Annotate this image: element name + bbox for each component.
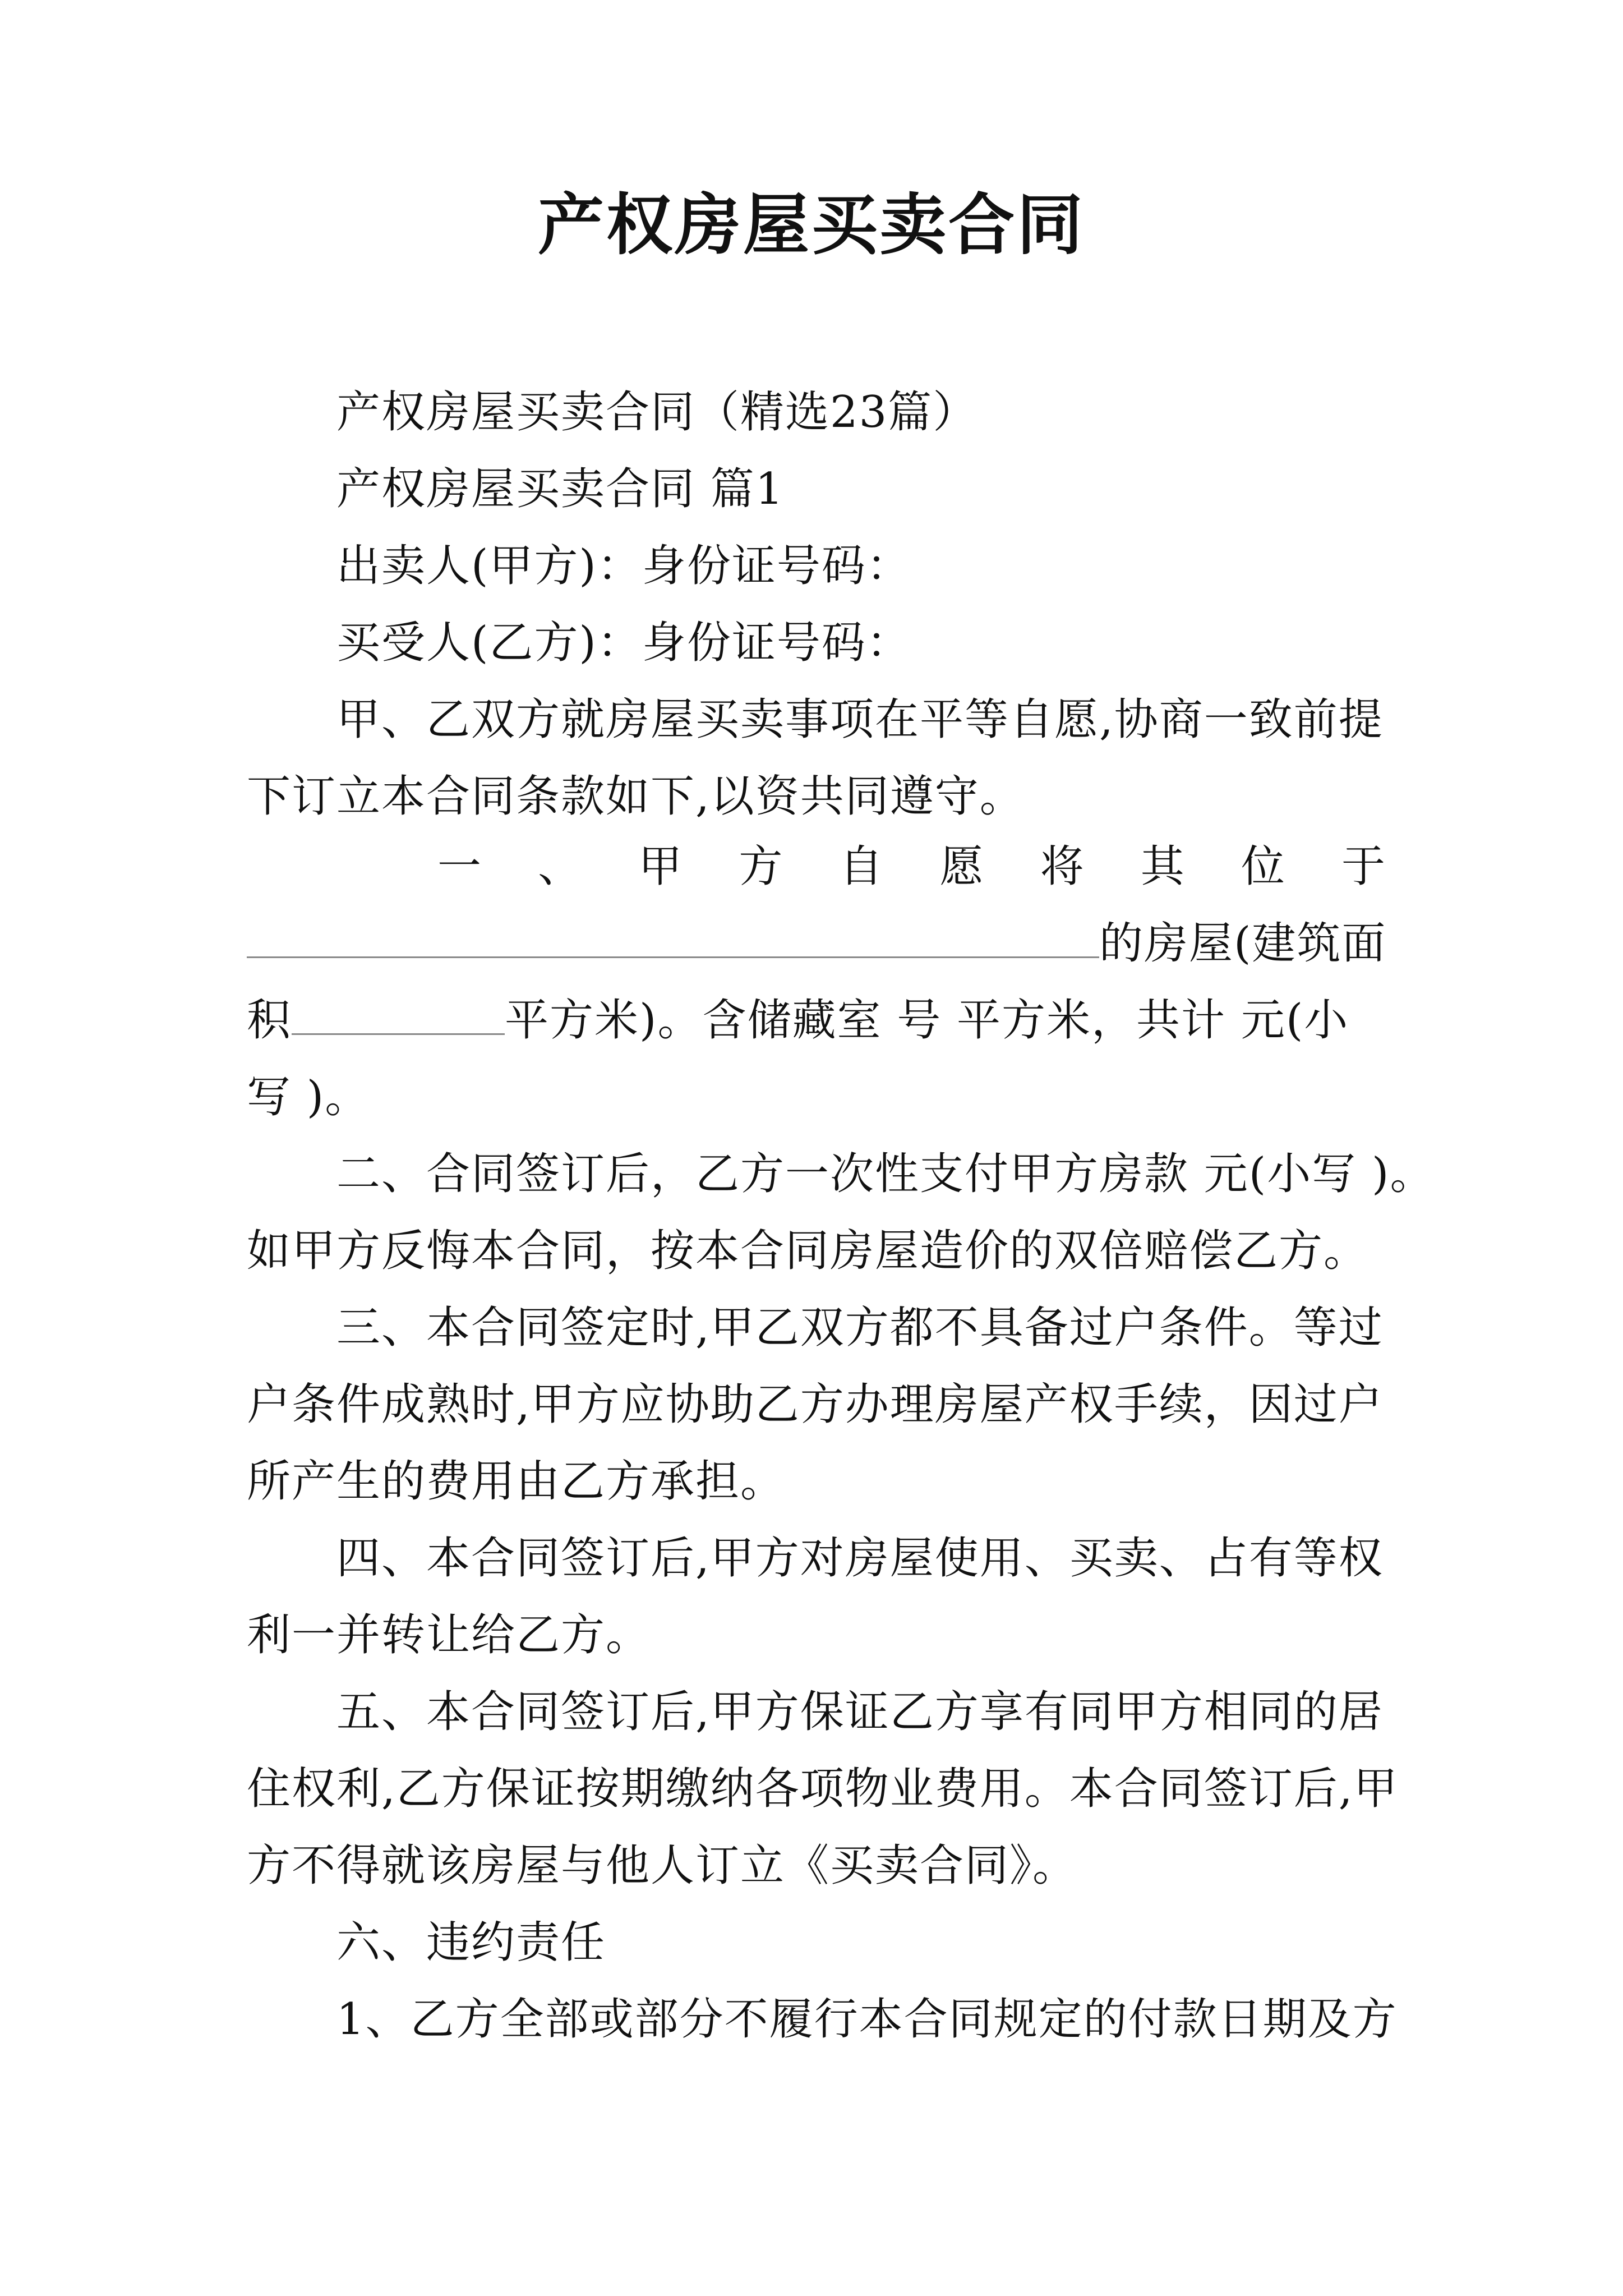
clause-2-line-2: 如甲方反悔本合同，按本合同房屋造价的双倍赔偿乙方。 xyxy=(247,1226,1369,1276)
seller-line: 出卖人(甲方)：身份证号码： xyxy=(336,541,911,591)
clause-6-heading: 六、违约责任 xyxy=(336,1917,606,1968)
clause-1-char: 于 xyxy=(1341,841,1385,892)
clause-1-char: 自 xyxy=(839,841,883,892)
clause-1-char: 甲 xyxy=(638,841,683,892)
clause-6-item-1: 1、乙方全部或部分不履行本合同规定的付款日期及方 xyxy=(336,1994,1398,2045)
clause-1-char: 位 xyxy=(1241,841,1285,892)
buyer-line: 买受人(乙方)：身份证号码： xyxy=(336,618,911,668)
clause-1-line-1 xyxy=(437,839,1385,895)
clause-4-line-1: 四、本合同签订后,甲方对房屋使用、买卖、占有等权 xyxy=(336,1533,1384,1584)
clause-4-line-2: 利一并转让给乙方。 xyxy=(247,1610,651,1660)
clause-1-char: 、 xyxy=(538,841,582,892)
subtitle: 产权房屋买卖合同（精选23篇） xyxy=(336,387,978,438)
clause-5-line-3: 方不得就该房屋与他人订立《买卖合同》。 xyxy=(247,1841,1078,1891)
clause-1-line-3-prefix: 积 xyxy=(247,995,292,1046)
area-blank xyxy=(292,997,505,1035)
clause-1-line-3-text: 平方米)。含储藏室 号 平方米，共计 元(小 xyxy=(505,995,1349,1046)
clause-5-line-1: 五、本合同签订后,甲方保证乙方享有同甲方相同的居 xyxy=(336,1687,1384,1737)
clause-1-char: 将 xyxy=(1040,841,1084,892)
intro-paragraph-line-1: 甲、乙双方就房屋买卖事项在平等自愿,协商一致前提 xyxy=(336,694,1384,745)
clause-1-char: 其 xyxy=(1140,841,1184,892)
section-heading: 产权房屋买卖合同 篇1 xyxy=(336,464,785,514)
clause-3-line-1: 三、本合同签定时,甲乙双方都不具备过户条件。等过 xyxy=(336,1303,1384,1353)
clause-1-char: 方 xyxy=(739,841,783,892)
clause-1-char: 一 xyxy=(437,841,482,892)
clause-2-line-1: 二、合同签订后，乙方一次性支付甲方房款 元(小写 )。 xyxy=(336,1149,1435,1199)
clause-1-line-3 xyxy=(247,992,1349,1048)
clause-5-line-2: 住权利,乙方保证按期缴纳各项物业费用。本合同签订后,甲 xyxy=(247,1764,1399,1814)
clause-3-line-3: 所产生的费用由乙方承担。 xyxy=(247,1456,786,1507)
clause-1-line-4: 写 )。 xyxy=(247,1072,370,1122)
document-title: 产权房屋买卖合同 xyxy=(537,186,1085,264)
clause-1-char: 愿 xyxy=(939,841,984,892)
clause-1-line-2 xyxy=(247,915,1386,972)
address-blank xyxy=(247,921,1099,958)
clause-1-line-2-text: 的房屋(建筑面 xyxy=(1099,918,1387,969)
clause-3-line-2: 户条件成熟时,甲方应协助乙方办理房屋产权手续，因过户 xyxy=(247,1379,1384,1430)
intro-paragraph-line-2: 下订立本合同条款如下,以资共同遵守。 xyxy=(247,771,1025,822)
